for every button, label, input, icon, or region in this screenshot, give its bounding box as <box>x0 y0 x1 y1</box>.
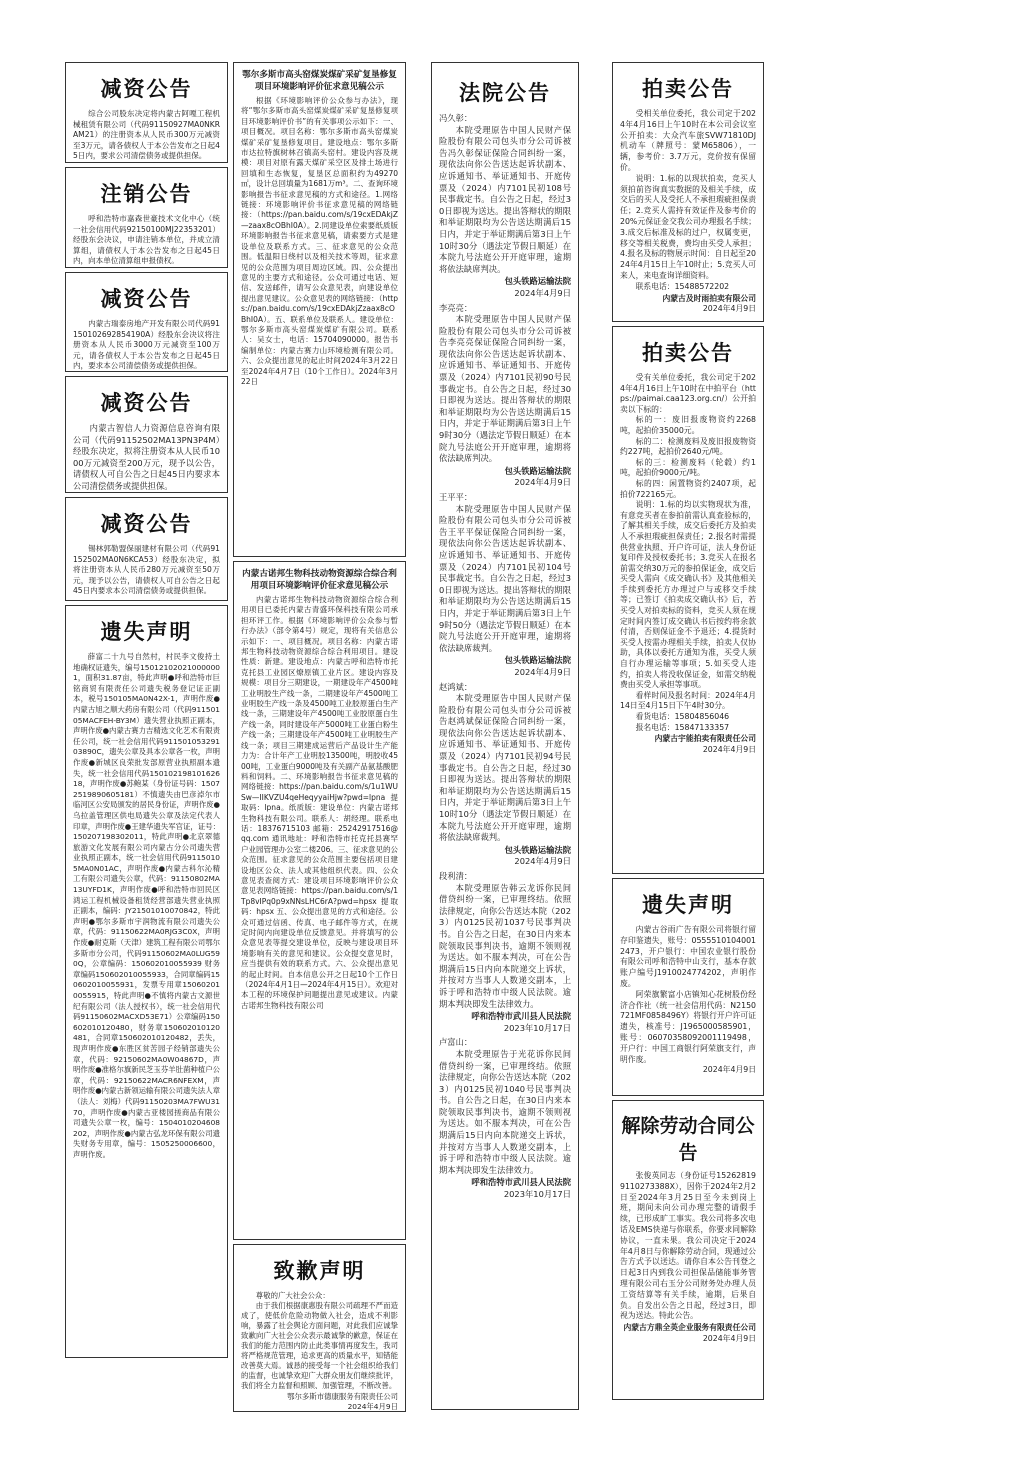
notice-subtitle: 内蒙古诺邦生物科技动物资源综合综合利用项目环境影响评价征求意见稿公示 <box>242 569 397 591</box>
entry-date: 2023年10月17日 <box>503 1022 571 1033</box>
entry-body: 本院受理原告韩云龙诉你民间借贷纠纷一案，已审理终结。依照法律规定，向你公告送达本院（2023）内0125民初1037号民事判决书。自公告之日起，在30日内来本院领取民事判决书，逾期不领则视为送达。如不服本判决，可在公告期满后15日内向本院递交上诉状，并按对方当事人人数递交副本，上诉于呼和浩特市中级人民法院。逾期本判决即发生法律效力。 <box>439 882 571 1009</box>
entry-date: 2024年4月9日 <box>514 477 571 488</box>
notice-eia-gaotouyao <box>233 62 406 557</box>
notice-body: 受有关单位委托，我公司定于2024年4月16日上午10时在中拍平台（https://paimai.caa123.org.cn/）公开拍卖以下标的： <box>620 373 756 414</box>
notice-signature: 内蒙古方鼎全英企业服务有限责任公司 <box>623 1323 756 1333</box>
notice-body: 联系电话：15488572202 <box>635 281 730 291</box>
notice-body: 内蒙古瑞泰房地产开发有限公司代码91150102692854190A）经股东会决议将注册资本从人民币3000万元减资至100万元，请各债权人于本公告发布之日起45日内，要求本公司清偿债务或提供担保。 <box>73 319 220 371</box>
notice-date: 2024年4月9日 <box>702 1065 756 1075</box>
notice-body: 受相关单位委托，我公司定于2024年4月16日上午10时在本公司会议室公开拍卖：大众汽车旅SVW71810DJ机动车（牌照号：蒙M65806），一辆，参考价：3.7万元，竞价按有保留价。 <box>620 109 756 172</box>
entry-body: 本院受理原告中国人民财产保险股份有限公司包头市分公司诉被告王平平保证保险合同纠纷一案，现依法向你公告送达起诉状副本、应诉通知书、举证通知书、开庭传票及（2024）内7101民初104号民事裁定书。自公告之日起，经过30日即视为送达。提出答辩状的期限和举证期限均为公告送达期满后15日内，并定于举证期满后第3日上午9时50分（遇法定节假日顺延）在本院九号法庭公开开庭审理，逾期将依法缺席裁判。 <box>439 503 571 653</box>
court-entry-4 <box>439 682 571 869</box>
court-entry-5 <box>439 871 571 1034</box>
notice-body: 说明：1.标的均以实物现状为准，有意竞买者在参拍前需认真查验标的，了解其相关手续，成交后委托方及拍卖人不承担瑕疵担保责任；2.报名时需提供营业执照、开户许可证，法人身份证复印件及授权委托书；3.竞买人在报名前需交纳30万元的参拍保证金，成交后买受人需向《成交确认书》及其他相关手续到委托方办理过户与或移交手续等；已签订《拍卖成交确认书》后，若买受人对拍卖标的资料，竞买人须在规定时间内签订成交确认书后按约将余款付清，否则保证金不予退还；4.提货时买受人按需办理相关手续，拍卖人仅协助，具体以委托方通知为准，买受人须自行办理运输等事项；5.如买受人违约，拍卖人将没收保证金，如需交纳税费由买受人承担等事项。 <box>620 500 756 690</box>
notice-body: 根据《环境影响评价公众参与办法》，现将“鄂尔多斯市高头窑煤炭煤矿采矿复垦修复项目环境影响评价书”的有关事项公示如下：一、项目概况。项目名称：鄂尔多斯市高头窑煤炭煤矿采矿复垦修复项目。建设地点：鄂尔多斯市达拉特旗树林召镇高头窑村。建设内容及规模：项目对原有露天煤矿采空区及排土场进行回填和生态恢复，复垦区总面积约为49270㎡，设计总回填量为1681万m³。二、查询环境影响报告书征求意见稿的方式和途径。1.网络链接：环境影响评价书征求意见稿的网络链接：（https://pan.baidu.com/s/19cxEDAkjZ—zaax8cOBhI0A）。2.同建设单位索要纸质版环境影响报告书征求意见稿，请索要方式是建设单位及联系方式。三、征求意见的公众范围。低温阳日绕村以及相关技术等周，征求意见的公众范围为项目周边区域。四、公众提出意见的主要方式和途径。公众可通过电话、短信、发送邮件，请写公众意见表，向建设单位提出意见建议。公众意见表的网络链接：（https://pan.baidu.com/s/19cxEDAkjZzaax8cOBhI0A）。五、联系单位及联系人。建设单位：鄂尔多斯市高头窑煤炭煤矿有限公司。联系人：吴女士，电话：15704090000。报告书编制单位：内蒙古赛力山环境检测有限公司。六、公众提出意见的起止时间2024年3月22日至2024年4月7日（10个工作日）。2024年3月22日 <box>241 96 398 386</box>
entry-date: 2024年4月9日 <box>514 856 571 867</box>
entry-addressee: 李亮亮： <box>439 302 473 313</box>
notice-body: 看货电话：15804856046 <box>635 712 730 721</box>
notice-title: 注销公告 <box>100 182 193 206</box>
notice-loss-statement-2 <box>612 878 764 1096</box>
notice-title: 减资公告 <box>100 77 193 101</box>
notice-title: 致歉声明 <box>273 1259 366 1283</box>
notice-title: 拍卖公告 <box>642 341 734 365</box>
notice-body: 内蒙古智信人力资源信息咨询有限公司（代码91152502MA13PN3P4M）经股东决定，拟将注册资本从人民币1000万元减资至200万元，现予以公告，请债权人可自公告之日起45日内要求本公司清偿债务或提供担保。 <box>73 423 220 491</box>
notice-body: 薛富二十九号自然村，村民李文俊持土地确权证遗失，编号150121020210000001，面积31.87亩，特此声明●呼和浩特市巨铭商贸有限责任公司遗失税务登记证正副本，税号150105MA0N42X-1，声明作废●内蒙古旭之顺大药房有限公司（代码91150105MACFEH-BY3M）遗失营业执照正副本，声明作废●内蒙古赛力吉精选文化艺术有限责任公司，统一社会信用代码91150105329103890C，遗失公章及具本公章各一枚，声明作废●新城区良荣批发部原营业执照副本遗失，统一社会信用代码15010219810162618，声明作废●苏鲍某（身份证号码：15072519890605181）不慎遗失由巴彦淖尔市临河区公安局颁发的居民身份证，声明作废●乌拉盖管理区供电局遗失公章及法定代表人印章，声明作废●王建华遗失军官证，证号：150207198302011，特此声明●北京翠德旅游文化发展有限公司内蒙古分公司遗失营业执照正副本，统一社会信用代码91150105MA0N01AC，声明作废●内蒙古科尔沁精工有限公司遗失公章，代码：91150802MA13UYFD1K，声明作废●呼和浩特市回民区鸿运工程机械设备租赁经营部遗失营业执照正副本，编码：JY21501010070842，特此声明●鄂尔多斯市宇润物流有限公司遗失公章，代码：91150622MA0RJG3C0X，声明作废●耐克斯（天津）建筑工程有限公司鄂尔多斯市分公司，代码91150602MA0LUG590Q，公章编码：150602010055939 财务章编码150602010055933，合同章编码150602010055931，发票专用章150602010055915，特此声明●不慎将内蒙古文源世纪有限公司（法人授权书），统一社会信用代码91150602MACXD53E71）公章编码150602010120480，财务章150602010120481，合同章150602010120482，丢失，现声明作废●东胜区贫苦园子经销部遗失公章，代码：92150602MA0W04867D，声明作废●准格尔旗新民芝玉芬羊肚菌种植户公章，代码：92150622MACR6NFEXM，声明作废●内蒙古新领运输有限公司遗失法人章（法人：刘梅）代码91150203MA7FWU3170，声明作废●内蒙古亚楼园搓商品有限公司遗失公章一枚，编号：1504010204608202，声明作废●内蒙古弘龙环保有限公司遗失财务专用章，编号：1505250006600，声明作废。 <box>73 652 220 1159</box>
entry-date: 2023年10月17日 <box>503 1189 571 1200</box>
court-entry-1 <box>439 113 571 300</box>
entry-body: 本院受理原告中国人民财产保险股份有限公司包头市分公司诉被告李亮亮保证保险合同纠纷一案，现依法向你公告送达起诉状副本、应诉通知书、举证通知书、开庭传票及（2024）内7101民初90号民事裁定书。自公告之日起，经过30日即视为送达。提出答辩状的期限和举证期限均为公告送达期满后15日内，并定于举证期满后第3日上午9时30分（遇法定节假日顺延）在本院九号法庭公开开庭审理，逾期将依法缺席判决。 <box>439 314 571 464</box>
entry-addressee: 冯久彰： <box>439 113 473 123</box>
notice-body: 内蒙古谷雨广告有限公司将银行留存印鉴遗失，账号：05555101040012473，开户银行：中国农业银行股份有限公司呼和浩特中山支行，基本存款账户编号J1910024774202，声明作废。 <box>620 925 756 988</box>
entry-addressee: 赵鸿斌： <box>439 681 473 692</box>
entry-body: 本院受理原告中国人民财产保险股份有限公司包头市分公司诉被告赵鸿斌保证保险合同纠纷一案，现依法向你公告送达起诉状副本、应诉通知书、举证通知书、开庭传票及（2024）内7101民初94号民事裁定书。自公告之日起，经过30日即视为送达。提出答辩状的期限和举证期限均为公告送达期满后15日内，并定于举证期满后第3日上午10时10分（遇法定节假日顺延）在本院九号法庭公开开庭审理，逾期将依法缺席裁判。 <box>439 693 571 843</box>
notice-title: 遗失声明 <box>100 620 193 644</box>
notice-body: 尊敬的广大社会公众： <box>255 1291 330 1300</box>
court-entry-3 <box>439 492 571 679</box>
notice-title: 遗失声明 <box>642 893 734 917</box>
notice-capital-reduction-1 <box>65 62 228 163</box>
entry-addressee: 王平平： <box>439 492 473 502</box>
notice-capital-reduction-4 <box>65 497 228 601</box>
notice-body: 呼和浩特市嘉森世豪技术文化中心（统一社会信用代码92150100MJ22353201）经股东会决议，申请注销本单位，并成立清算组，请债权人于本公告发布之日起45日内，向本单位清算组申报债权。 <box>73 214 220 266</box>
notice-title: 解除劳动合同公告 <box>621 1115 755 1164</box>
column-3 <box>431 62 579 1414</box>
notice-loss-statement <box>65 605 228 1358</box>
entry-signature: 包头铁路运输法院 <box>504 844 571 855</box>
notice-title: 减资公告 <box>100 391 193 415</box>
notice-signature: 内蒙古及时雨拍卖有限公司 <box>662 293 756 303</box>
entry-date: 2024年4月9日 <box>514 666 571 677</box>
notice-auction-1 <box>612 62 764 322</box>
notice-body: 看样时间及报名时间：2024年4月14日至4月15日下午4时30分。 <box>620 690 756 711</box>
notice-contract-termination <box>612 1100 764 1400</box>
notice-date: 2024年4月9日 <box>702 1333 756 1343</box>
notice-body: 标的四：闲置物资约2407项，起拍价722165元。 <box>620 478 756 499</box>
entry-signature: 包头铁路运输法院 <box>504 276 571 287</box>
court-entry-6 <box>439 1037 571 1200</box>
column-1 <box>65 62 228 1362</box>
notice-body: 综合公司股东决定将内蒙古阿嘎工程机械租赁有限公司（代码91150927MA0NKRAM21）的注册资本从人民币300万元减资至3万元，请各债权人于本公告发布之日起45日内，要求公司清偿债务或提供担保。 <box>73 109 220 161</box>
column-2 <box>233 62 406 1416</box>
notice-body: 锡林郭勒盟保丽建材有限公司（代码91152502MA0N6KCA53）经股东决定，拟将注册资本从人民币280万元减资至50万元，现予以公告，请债权人可自公告之日起45日内要求本公司清偿债务或提供担保。 <box>73 544 220 596</box>
notice-title: 减资公告 <box>100 287 193 311</box>
notice-body: 标的一：废旧报废物资约2268吨，起拍价35000元。 <box>620 415 756 435</box>
notice-court <box>431 62 579 1410</box>
notice-title: 减资公告 <box>100 512 193 536</box>
entry-body: 本院受理原告于光花诉你民间借贷纠纷一案，已审理终结。依照法律规定，向你公告送达本院（2023）内0125民初1040号民事判决书。自公告之日起，在30日内来本院领取民事判决书，逾期不领则视为送达。如不服本判决，可在公告期满后15日内向本院递交上诉状，并按对方当事人人数递交副本，上诉于呼和浩特市中级人民法院。逾期本判决即发生法律效力。 <box>439 1048 571 1175</box>
notice-body: 由于我们根据康惠股有限公司疏理不严而造成了，使低价危险动物做入社会，造成不利影响，暴露了社会舆论方面问题，对此我们应诚挚致歉向广大社会公众表示最诚挚的歉意，保证在我们的能力范围内防止此类事情再度发生，我司将严格规范管理，追求更高的质量水平，知错能改善莫大焉。诚恳的接受每一个社会组织给我们的监督，也诚挚欢迎广大群众朋友们继续批评，我们将全力监督和照顾、加强管理，不断改善。 <box>241 1301 398 1390</box>
entry-addressee: 段利清： <box>439 871 473 881</box>
court-entry-2 <box>439 303 571 490</box>
notice-capital-reduction-3 <box>65 376 228 493</box>
notice-date: 2024年4月9日 <box>702 744 756 754</box>
entry-signature: 包头铁路运输法院 <box>504 465 571 476</box>
notice-signature: 鄂尔多斯市德康服务有限责任公司 <box>287 1392 398 1401</box>
notice-auction-2 <box>612 326 764 874</box>
entry-date: 2024年4月9日 <box>514 287 571 298</box>
notice-date: 2024年4月9日 <box>702 304 756 314</box>
notice-title: 法院公告 <box>459 81 551 105</box>
notice-capital-reduction-2 <box>65 272 228 372</box>
notice-body: 内蒙古诺邦生物科技动物资源综合综合利用项目已委托内蒙古青盛环保科技有限公司承担环评工作。根据《环境影响评价公众参与暂行办法》（部令第4号）规定，现将有关信息公示如下：一、项目概况。项目名称：内蒙古诺邦生物科技动物资源综合综合利用项目。建设性质：新建。建设地点：内蒙古呼和浩特市托克托县工业园区燎原镇工业片区。建设内容及规模：项目分三期建设，一期建设年产4500吨工业明胶生产线一条，二期建设年产4500吨工业明胶生产线一条及4500吨工业胶原蛋白生产线一条，三期建设年产4500吨工业胶原蛋白生产线一条，同时建设年产5000吨工业蛋白粉生产线一条；三期建设年产4500吨工业明胶生产线一条；项目三期建成运营后产品设计生产能力为：合计年产工业明胶13500吨，明胶收4500吨，工业蛋白9000吨及有关副产品氨基酸肥料和饲料。二、环境影响报告书征求意见稿的网络链接：https://pan.baidu.com/s/1u1WUSw—IIKVZU4qeHeqyyaiHjw?pwd=lpna 提取码：lpna。纸质版：建设单位：内蒙古诺邦生物科技有限公司。联系人：胡经理。联系电话：18376715103 邮箱：25242917516@qq.com 通讯地址：呼和浩特市托克托县赛罕户业园管理办公室二楼206。三、征求意见的公众范围。征求意见的公众范围主要包括项目建设地区公众、法人或其他组织代表。四、公众意见表查阅方式：建设项目环境影响评价公众意见表网络链接：https://pan.baidu.com/s/1Tp8vIPq0p9xNNsLHC6rA?pwd=hpsx 提取码：hpsx 五、公众提出意见的方式和途径。公众可通过信函、传真、电子邮件等方式，在规定时间内向建设单位反馈意见。并将填写的公众意见表等提交建设单位，反映与建设项目环境影响有关的意见和建议。公众提交意见时，应当提供有效的联系方式。六、公众提出意见的起止时间。自本信息公开之日起10个工作日（2024年4月1日—2024年4月15日）。欢迎对本工程的环境保护问题提出意见或建议。内蒙古诺邦生物科技有限公司 <box>241 595 398 1010</box>
notice-body: 说明：1.标的以现状拍卖，竞买人须拍前咨询真实数据的及相关手续，成交后的买人及受托人不承担瑕疵担保责任；2.竞买人需持有效证件及参考价的20%元保证金交我公司办理报名手续；3.成交后标准及标的过户，权属变更，移交等相关税费，费均由买受人承担；4.报名及标的物展示时间：自日起至2024年4月15日上午10时止；5.竞买人可来人，来电查询详细资料。 <box>620 173 756 280</box>
notice-signature: 内蒙古宇能拍卖有限责任公司 <box>654 734 756 744</box>
entry-body: 本院受理原告中国人民财产保险股份有限公司包头市分公司诉被告冯久彰保证保险合同纠纷一案，现依法向你公告送达起诉状副本、应诉通知书、举证通知书、开庭传票及（2024）内7101民初108号民事裁定书。自公告之日起，经过30日即视为送达。提出答辩状的期限和举证期限均为公告送达期满后15日内，并定于举证期满后第3日上午10时30分（遇法定节假日顺延）在本院九号法庭公开开庭审理，逾期将依法缺席判决。 <box>439 124 571 274</box>
notice-body: 报名电话：15847133357 <box>635 722 730 732</box>
notice-deregistration <box>65 167 228 268</box>
notice-body: 标的二：检测废料及废旧报废物资约227吨，起拍价2640元/吨。 <box>620 436 756 457</box>
notice-apology <box>233 1244 406 1412</box>
notice-body: 阿荣旗繁富小店镇知心花树股份经济合作社（统一社会信用代码：N2150721MF0858496Y）将银行开户许可证遗失，核准号：J1965000585901，账号：06070358092001119498，开户行：中国工商银行阿荣旗支行，声明作废。 <box>620 989 756 1064</box>
notice-date: 2024年4月9日 <box>347 1402 398 1411</box>
notice-eia-nuobang <box>233 561 406 1240</box>
entry-signature: 呼和浩特市武川县人民法院 <box>471 1011 571 1022</box>
entry-signature: 呼和浩特市武川县人民法院 <box>471 1177 571 1188</box>
entry-signature: 包头铁路运输法院 <box>504 655 571 666</box>
notice-body: 标的三：检测废料（轮毂）约1吨，起拍价9000元/吨。 <box>620 457 756 478</box>
column-4 <box>612 62 764 1404</box>
notice-subtitle: 鄂尔多斯市高头窑煤炭煤矿采矿复垦修复项目环境影响评价征求意见稿公示 <box>242 70 397 92</box>
notice-title: 拍卖公告 <box>642 77 734 101</box>
entry-addressee: 卢富山： <box>439 1037 473 1048</box>
notice-body: 张俊英同志（身份证号152628199110273388X），因你于2024年2月2日至2024年3月25日至今未到岗上班，期间未向公司办理完整的请假手续，已形成旷工事实。我公司将多次电话及EMS快递与你联系，你要求同解除协议，一直未果。我公司决定于2024年4月8日与你解除劳动合同，现通过公告方式予以送达。请你自本公告刊登之日起3日内到我公司担保品储能事务管理有限公司右玉分公司财务处办理人员工资结算等有关手续，逾期，后果自负。自发出公告之日起，经过3日，即视为送达。特此公告。 <box>620 1171 756 1321</box>
